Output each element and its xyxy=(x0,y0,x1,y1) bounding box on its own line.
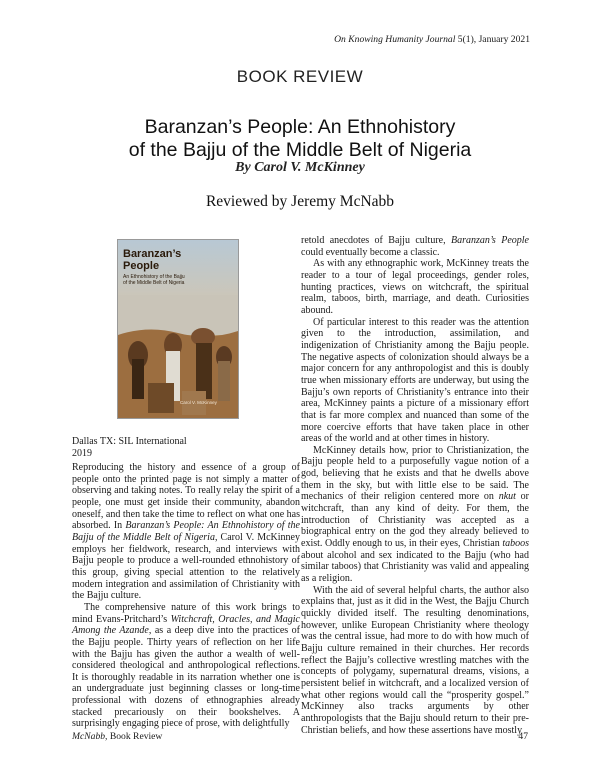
paragraph-text: McKinney details how, prior to Christianization, the Bajju people held to a purposefully vague notion of a god, believing that he exists and that he dwells above them in the sky, but with little else to be said. The mechanics of their religion centered more on xyxy=(301,444,529,503)
journal-name: On Knowing Humanity Journal xyxy=(334,34,456,45)
running-footer xyxy=(72,731,162,742)
publication-info xyxy=(72,436,187,459)
publisher-line: Dallas TX: SIL International xyxy=(72,436,187,447)
paragraph xyxy=(72,602,300,730)
book-cover-image xyxy=(118,240,238,418)
italic-text: taboos xyxy=(502,538,529,550)
italic-text: nkut xyxy=(498,491,516,503)
italic-text: Baranzan’s People xyxy=(451,235,529,246)
cover-author: Carol V. McKinney xyxy=(180,400,217,405)
paragraph xyxy=(301,235,529,258)
paragraph-text: about alcohol and sex indicated to the Bajju (who had similar taboos) that Christianity was valid and appealing as a religion. xyxy=(301,549,529,585)
cover-title xyxy=(123,248,235,272)
italic-text: Baranzan’s People: An Ethnohistory of the Bajju of the Middle Belt of Nigeria xyxy=(72,520,300,543)
paragraph-text: Reproducing the history and essence of a group of people onto the printed page is not simply a matter of observing and taking notes. To really relay the spirit of a people, one must get inside their community, abandon oneself, and then take the time to reflect on what one has absorbed. In xyxy=(72,462,300,532)
journal-issue: 5(1), January 2021 xyxy=(457,34,530,45)
paragraph-text: The comprehensive nature of this work brings to mind Evans-Pritchard’s xyxy=(72,601,300,625)
body-column-right xyxy=(301,235,529,736)
body-column-left xyxy=(72,462,300,730)
italic-text: Witchcraft, Oracles, and Magic Among the Azande xyxy=(72,613,300,637)
paragraph-text: , Carol V. McKinney employs her fieldwork, research, and interviews with Bajju people to produce a well-rounded ethnohistory of this group, giving special attention to the relatively modern integration and assimilation of Christianity with the Bajju culture. xyxy=(72,531,300,602)
reviewer-line: Reviewed by Jeremy McNabb xyxy=(205,193,395,210)
book-title xyxy=(0,116,600,162)
paragraph-text: , as a deep dive into the practices of the Bajju people. Thirty years of reflection on her life with the Bajju has given the author a wealth of well-considered theological and anthropological reflections. It is thoroughly readable in its narration whether one is an undergraduate just beginning classes or long-time professional with dozens of ethnographies already stacked precariously on their bookshelves. A surprisingly engaging piece of prose, with delightfully xyxy=(72,625,300,730)
cover-photo-illustration xyxy=(118,295,238,418)
book-author: By Carol V. McKinney xyxy=(235,160,365,175)
cover-title-line-1: Baranzan’s xyxy=(123,248,182,260)
paragraph-text: With the aid of several helpful charts, the author also explains that, just as it did in the West, the Bajju Church quickly divided itself. The resulting denominations, however, unlike European Christianity where theology was the central issue, had more to do with how much of Bajju culture remained in their churches. Her records reflect the Bajju’s collective wrestling matches with the concepts of polygamy, supernatural dreams, visions, a persistent belief in witchcraft, and a localized version of what other regions would call the “prosperity gospel.” McKinney also tracks arguments by other anthropologists that the Bajju should return to their pre-Christian beliefs, and how these assertions have mostly xyxy=(301,584,529,736)
cover-subtitle xyxy=(123,274,235,286)
paragraph-text: or witchcraft, than any kind of deity. For them, the introduction of Christianity was accepted as a biographical entry on the god they already believed to exist. Oddly enough to us, in their eyes, Christian xyxy=(301,491,529,550)
paragraph-text: could eventually become a classic. xyxy=(301,246,440,258)
paragraph-text: retold anecdotes of Bajju culture, xyxy=(301,235,451,246)
publication-year: 2019 xyxy=(72,447,92,459)
cover-subtitle-line-2: of the Middle Belt of Nigeria xyxy=(123,280,185,286)
cover-title-line-2: People xyxy=(123,260,160,272)
paragraph xyxy=(72,462,300,602)
paragraph xyxy=(301,445,529,585)
paragraph xyxy=(301,258,529,316)
book-title-line-2: of the Bajju of the Middle Belt of Nigeria xyxy=(128,139,472,161)
cover-subtitle-line-1: An Ethnohistory of the Bajju xyxy=(123,274,185,280)
paragraph-text: As with any ethnographic work, McKinney treats the reader to a tour of legal proceedings, gender roles, hunting practices, views on witchcraft, the spiritual realm, taboos, birth, marriage, and death. Curiosities abound. xyxy=(301,258,529,316)
paragraph-text: Of particular interest to this reader was the attention given to the introduction, assimilation, and indigenization of Christianity among the Bajju people. The negative aspects of colonization should always be a major concern for any anthropologist and this is doubly true when missionary efforts are underway, but using the Bajju’s own reports of Christianity’s entrance into their area, McKinney paints a picture of a missionary effort that is far more complex and nuanced than some of the more coercive efforts that have taken place in other areas of the world and at other times in history. xyxy=(301,316,529,445)
footer-author: McNabb, xyxy=(72,731,108,742)
footer-label: Book Review xyxy=(107,731,163,742)
page-number: 47 xyxy=(518,731,528,742)
section-label: BOOK REVIEW xyxy=(236,67,364,86)
book-title-line-1: Baranzan’s People: An Ethnohistory xyxy=(144,116,456,138)
running-header xyxy=(334,34,530,45)
paragraph xyxy=(301,585,529,737)
paragraph xyxy=(301,317,529,445)
